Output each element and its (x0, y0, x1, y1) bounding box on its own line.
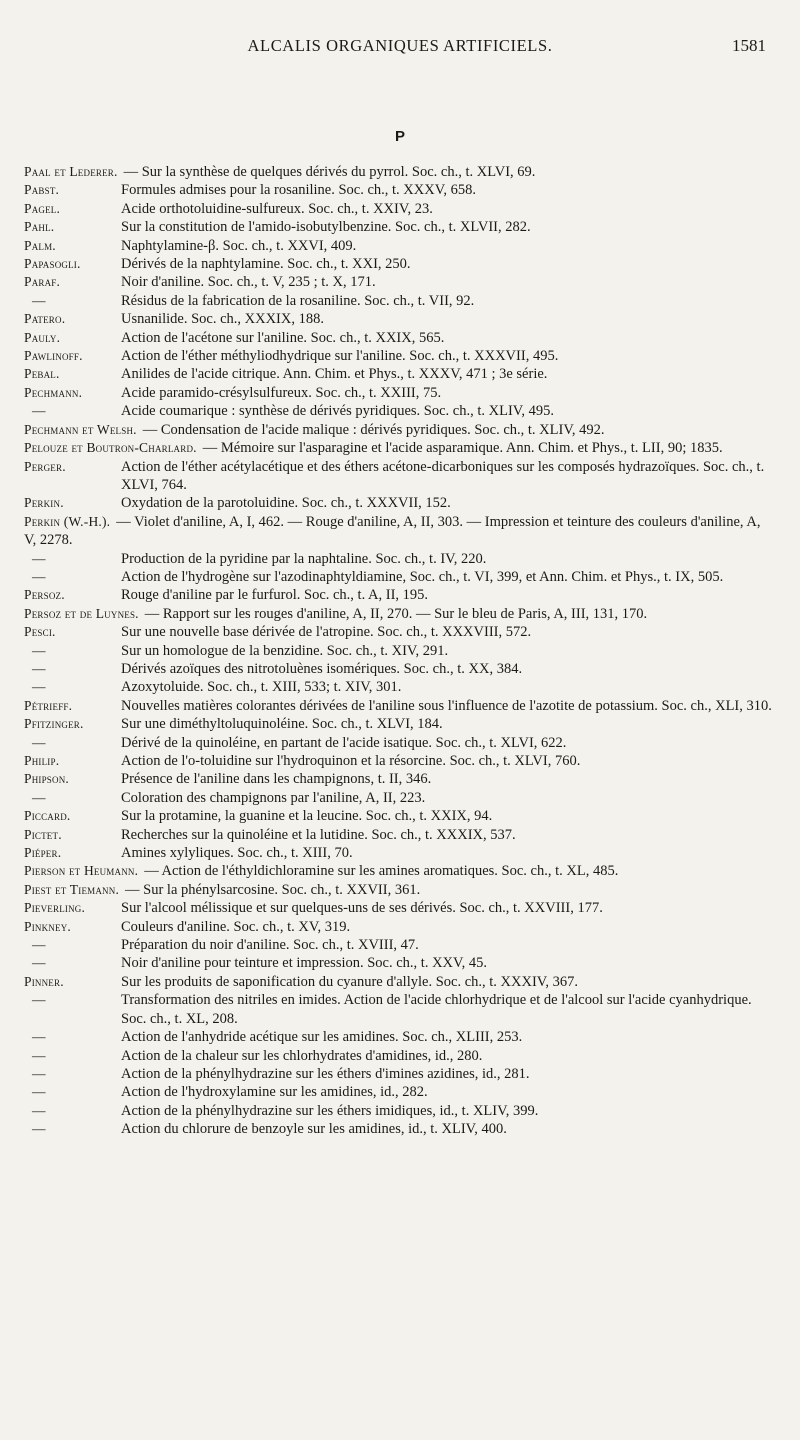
entry-author: Pagel. (24, 200, 61, 216)
page-number: 1581 (732, 36, 766, 55)
ditto-dash: — (32, 292, 46, 308)
entry-reference: Naphtylamine-β. Soc. ch., t. XXVI, 409. (121, 237, 357, 254)
ditto-dash: — (32, 568, 46, 584)
entry-reference: Action du chlorure de benzoyle sur les amidines, id., t. XLIV, 400. (121, 1121, 507, 1138)
bibliography-entry (24, 181, 772, 199)
bibliography-entry (24, 605, 772, 623)
entry-author: Persoz. (24, 587, 65, 603)
bibliography-entry (24, 1028, 772, 1046)
ditto-dash: — (32, 1047, 46, 1063)
entry-reference: Sur une nouvelle base dérivée de l'atropine. Soc. ch., t. XXXVIII, 572. (121, 624, 532, 641)
entry-author: Philip. (24, 753, 60, 768)
entry-reference: — Action de l'éthyldichloramine sur les amines aromatiques. Soc. ch., t. XL, 485. (144, 863, 619, 880)
entry-author: Pictet. (24, 826, 62, 842)
bibliography-entry (24, 218, 772, 236)
entry-reference: Sur la protamine, la guanine et la leucine. Soc. ch., t. XXIX, 94. (121, 808, 493, 825)
bibliography-entry (24, 973, 772, 991)
page-header (0, 36, 800, 60)
bibliography-entry (24, 678, 772, 696)
entry-author: Pauly. (24, 329, 61, 345)
bibliography-entry (24, 734, 772, 752)
entry-author: Pechmann. (24, 384, 83, 400)
bibliography-entry (24, 568, 772, 586)
bibliography-entry (24, 1047, 772, 1065)
entry-reference: Couleurs d'aniline. Soc. ch., t. XV, 319. (121, 918, 351, 935)
bibliography-entry (24, 329, 772, 347)
entry-reference: Coloration des champignons par l'aniline, A, II, 223. (121, 789, 426, 806)
bibliography-entry (24, 697, 772, 715)
bibliography-entry (24, 494, 772, 512)
running-title: ALCALIS ORGANIQUES ARTIFICIELS. (247, 36, 553, 55)
bibliography-entry (24, 163, 772, 181)
entry-reference: Action de la phénylhydrazine sur les éthers imidiques, id., t. XLIV, 399. (121, 1102, 539, 1119)
entry-reference: Action de l'acétone sur l'aniline. Soc. ch., t. XXIX, 565. (121, 329, 445, 346)
bibliography-entry (24, 715, 772, 733)
entry-reference: Production de la pyridine par la naphtaline. Soc. ch., t. IV, 220. (121, 550, 487, 567)
entry-reference: Action de la chaleur sur les chlorhydrates d'amidines, id., 280. (121, 1047, 483, 1064)
entry-author: Pinkney. (24, 918, 71, 934)
entry-reference: — Sur la synthèse de quelques dérivés du pyrrol. Soc. ch., t. XLVI, 69. (123, 164, 536, 180)
entry-author: Perger. (24, 458, 66, 474)
entry-reference: Sur un homologue de la benzidine. Soc. ch., t. XIV, 291. (121, 642, 449, 659)
entry-author: Pechmann et Welsh. (24, 421, 137, 437)
bibliography-entry (24, 752, 772, 770)
entry-author: Pabst. (24, 182, 60, 198)
bibliography-entry (24, 273, 772, 291)
ditto-dash: — (32, 403, 46, 419)
bibliography-entry (24, 421, 772, 439)
entry-author: Piéper. (24, 845, 62, 861)
entry-reference: Azoxytoluide. Soc. ch., t. XIII, 533; t. XIV, 301. (121, 679, 402, 696)
bibliography-entry (24, 807, 772, 825)
ditto-dash: — (32, 679, 46, 695)
entry-reference: Action de l'éther méthyliodhydrique sur l'aniline. Soc. ch., t. XXXVII, 495. (121, 348, 559, 365)
section-letter: P (394, 128, 405, 145)
ditto-dash: — (32, 1065, 46, 1081)
entry-author: Pesci. (24, 624, 56, 640)
ditto-dash: — (32, 937, 46, 953)
entry-reference: Dérivé de la quinoléine, en partant de l'acide isatique. Soc. ch., t. XLVI, 622. (121, 734, 567, 751)
entry-reference: Recherches sur la quinoléine et la lutidine. Soc. ch., t. XXXIX, 537. (121, 826, 516, 843)
bibliography-entry (24, 292, 772, 310)
entry-reference: Action de l'éther acétylacétique et des éthers acétone-dicarboniques sur les composés hydrazoïques. Soc. ch., t. XLVI, 764. (121, 458, 765, 493)
entry-reference: Sur l'alcool mélissique et sur quelques-uns de ses dérivés. Soc. ch., t. XXVIII, 177. (121, 900, 603, 917)
bibliography-entry (24, 586, 772, 604)
entry-reference: Noir d'aniline. Soc. ch., t. V, 235 ; t. X, 171. (121, 274, 376, 291)
bibliography-entry (24, 458, 772, 495)
entry-reference: — Violet d'aniline, A, I, 462. — Rouge d'aniline, A, II, 303. — Impression et teinture des couleurs d'aniline, A, V, 2278. (24, 513, 761, 549)
entry-reference: Nouvelles matières colorantes dérivées de l'aniline sous l'influence de l'azotite de potassium. Soc. ch., XLI, 310. (121, 697, 772, 714)
entry-reference: — Rapport sur les rouges d'aniline, A, II, 270. — Sur le bleu de Paris, A, III, 131, 170. (144, 605, 648, 622)
entry-reference: Action de l'o-toluidine sur l'hydroquinon et la résorcine. Soc. ch., t. XLVI, 760. (121, 753, 581, 769)
entry-reference: — Condensation de l'acide malique : dérivés pyridiques. Soc. ch., t. XLIV, 492. (142, 421, 605, 438)
entry-reference: Noir d'aniline pour teinture et impression. Soc. ch., t. XXV, 45. (121, 955, 487, 972)
entry-reference: Acide orthotoluidine-sulfureux. Soc. ch., t. XXIV, 23. (121, 200, 433, 217)
entry-author: Patero. (24, 311, 66, 327)
bibliography-entry (24, 991, 772, 1028)
bibliography-entry (24, 255, 772, 273)
bibliography-entry (24, 347, 772, 365)
entry-reference: Sur les produits de saponification du cyanure d'allyle. Soc. ch., t. XXXIV, 367. (121, 973, 578, 990)
bibliography-entry (24, 310, 772, 328)
bibliography-entry (24, 660, 772, 678)
entry-reference: Acide paramido-crésylsulfureux. Soc. ch., t. XXIII, 75. (121, 384, 442, 401)
ditto-dash: — (32, 734, 46, 750)
entry-reference: Action de la phénylhydrazine sur les éthers d'imines azidines, id., 281. (121, 1065, 530, 1082)
entry-author: Paal et Lederer. (24, 164, 118, 179)
bibliography-entry (24, 623, 772, 641)
ditto-dash: — (32, 1084, 46, 1100)
entry-reference: Action de l'anhydride acétique sur les amidines. Soc. ch., XLIII, 253. (121, 1029, 523, 1046)
entry-reference: Sur la constitution de l'amido-isobutylbenzine. Soc. ch., t. XLVII, 282. (121, 219, 531, 236)
ditto-dash: — (32, 1121, 46, 1137)
entry-reference: Anilides de l'acide citrique. Ann. Chim. et Phys., t. XXXV, 471 ; 3e série. (121, 366, 548, 383)
bibliography-entry (24, 642, 772, 660)
ditto-dash: — (32, 1029, 46, 1045)
entry-author: Perkin. (24, 495, 64, 511)
bibliography-list (24, 163, 772, 1139)
entry-reference: Rouge d'aniline par le furfurol. Soc. ch., t. A, II, 195. (121, 587, 429, 604)
bibliography-entry (24, 1102, 772, 1120)
bibliography-entry (24, 954, 772, 972)
entry-author: Piccard. (24, 808, 71, 824)
entry-reference: — Mémoire sur l'asparagine et l'acide asparamique. Ann. Chim. et Phys., t. LII, 90; 1835. (202, 440, 723, 457)
entry-author: Pieverling. (24, 900, 86, 916)
entry-reference: Transformation des nitriles en imides. Action de l'acide chlorhydrique et de l'alcool sur l'acide cyanhydrique. Soc. ch., t. XL, 208. (121, 992, 752, 1027)
bibliography-entry (24, 881, 772, 899)
entry-reference: Résidus de la fabrication de la rosaniline. Soc. ch., t. VII, 92. (121, 292, 475, 309)
entry-reference: — Sur la phénylsarcosine. Soc. ch., t. XXVII, 361. (125, 881, 421, 898)
entry-author: Persoz et de Luynes. (24, 605, 139, 621)
ditto-dash: — (32, 550, 46, 566)
bibliography-entry (24, 899, 772, 917)
entry-author: Pawlinoff. (24, 348, 83, 364)
entry-reference: Dérivés de la naphtylamine. Soc. ch., t. XXI, 250. (121, 256, 411, 273)
bibliography-entry (24, 936, 772, 954)
bibliography-entry (24, 200, 772, 218)
entry-author: Pinner. (24, 973, 64, 989)
bibliography-entry (24, 237, 772, 255)
bibliography-entry (24, 402, 772, 420)
bibliography-entry (24, 365, 772, 383)
bibliography-entry (24, 826, 772, 844)
entry-author: Pelouze et Boutron-Charlard. (24, 440, 197, 456)
entry-author: Pétrieff. (24, 697, 73, 713)
ditto-dash: — (32, 955, 46, 971)
bibliography-entry (24, 439, 772, 457)
entry-reference: Dérivés azoïques des nitrotoluènes isomériques. Soc. ch., t. XX, 384. (121, 660, 523, 677)
entry-author: Perkin (W.-H.). (24, 513, 111, 529)
ditto-dash: — (32, 642, 46, 658)
bibliography-entry (24, 384, 772, 402)
entry-author: Phipson. (24, 771, 69, 787)
entry-author: Palm. (24, 237, 56, 253)
bibliography-entry (24, 1083, 772, 1101)
entry-author: Pfitzinger. (24, 716, 84, 732)
entry-reference: Préparation du noir d'aniline. Soc. ch., t. XVIII, 47. (121, 937, 419, 954)
entry-reference: Action de l'hydroxylamine sur les amidines, id., 282. (121, 1084, 428, 1101)
bibliography-entry (24, 844, 772, 862)
entry-reference: Usnanilide. Soc. ch., XXXIX, 188. (121, 311, 324, 328)
entry-reference: Formules admises pour la rosaniline. Soc. ch., t. XXXV, 658. (121, 182, 476, 199)
bibliography-entry (24, 1065, 772, 1083)
bibliography-entry (24, 918, 772, 936)
entry-reference: Sur une diméthyltoluquinoléine. Soc. ch., t. XLVI, 184. (121, 716, 443, 733)
ditto-dash: — (32, 992, 46, 1008)
ditto-dash: — (32, 789, 46, 805)
entry-author: Paraf. (24, 274, 61, 290)
entry-author: Pahl. (24, 219, 55, 235)
entry-reference: Présence de l'aniline dans les champignons, t. II, 346. (121, 771, 432, 788)
entry-author: Piest et Tiemann. (24, 881, 120, 897)
bibliography-entry (24, 1120, 772, 1138)
bibliography-entry (24, 550, 772, 568)
entry-reference: Amines xylyliques. Soc. ch., t. XIII, 70. (121, 845, 353, 862)
ditto-dash: — (32, 660, 46, 676)
entry-reference: Oxydation de la parotoluidine. Soc. ch., t. XXXVII, 152. (121, 495, 451, 512)
bibliography-entry (24, 789, 772, 807)
entry-reference: Action de l'hydrogène sur l'azodinaphtyldiamine, Soc. ch., t. VI, 399, et Ann. Chim. et Phys., t. IX, 505. (121, 568, 724, 585)
entry-reference: Acide coumarique : synthèse de dérivés pyridiques. Soc. ch., t. XLIV, 495. (121, 403, 555, 420)
ditto-dash: — (32, 1102, 46, 1118)
entry-author: Papasogli. (24, 256, 81, 272)
entry-author: Pierson et Heumann. (24, 863, 139, 879)
entry-author: Pebal. (24, 366, 60, 382)
bibliography-entry (24, 862, 772, 880)
bibliography-entry (24, 770, 772, 788)
bibliography-entry (24, 513, 772, 550)
